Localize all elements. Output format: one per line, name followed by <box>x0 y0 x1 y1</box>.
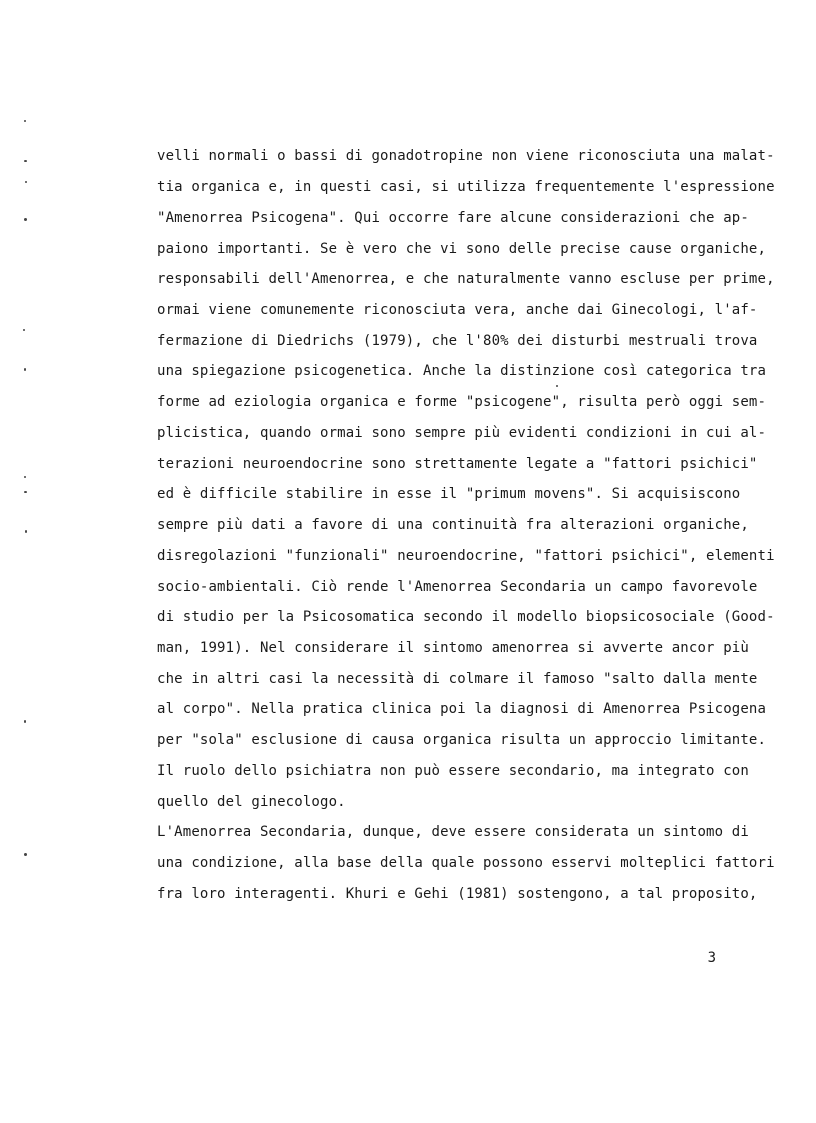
scan-speck <box>24 720 26 723</box>
body-text-line: plicistica, quando ormai sono sempre più evidenti condizioni in cui al- <box>157 425 767 441</box>
body-text-line: forme ad eziologia organica e forme "psicogene", risulta però oggi sem- <box>157 394 767 410</box>
body-text-line: tia organica e, in questi casi, si utilizza frequentemente l'espressione <box>157 179 775 195</box>
body-text-line: che in altri casi la necessità di colmare il famoso "salto dalla mente <box>157 671 758 687</box>
body-text-line: una spiegazione psicogenetica. Anche la distinzione così categorica tra <box>157 363 767 379</box>
body-text-line: L'Amenorrea Secondaria, dunque, deve essere considerata un sintomo di <box>157 824 749 840</box>
scan-speck <box>24 476 26 478</box>
body-text-line: di studio per la Psicosomatica secondo il modello biopsicosociale (Good- <box>157 609 775 625</box>
page-number: 3 <box>707 950 716 966</box>
scan-speck <box>24 368 26 371</box>
body-text-line: ormai viene comunemente riconosciuta vera, anche dai Ginecologi, l'af- <box>157 302 758 318</box>
body-text-line: paiono importanti. Se è vero che vi sono delle precise cause organiche, <box>157 241 767 257</box>
body-text-line: socio-ambientali. Ciò rende l'Amenorrea Secondaria un campo favorevole <box>157 579 758 595</box>
scan-speck <box>24 120 26 122</box>
scan-speck <box>24 491 27 493</box>
body-text-line: man, 1991). Nel considerare il sintomo amenorrea si avverte ancor più <box>157 640 749 656</box>
body-text-line: una condizione, alla base della quale possono esservi molteplici fattori <box>157 855 775 871</box>
body-text-line: ed è difficile stabilire in esse il "primum movens". Si acquisiscono <box>157 486 741 502</box>
scan-speck <box>25 530 27 533</box>
body-text-line: responsabili dell'Amenorrea, e che naturalmente vanno escluse per prime, <box>157 271 775 287</box>
body-text-line: velli normali o bassi di gonadotropine non viene riconosciuta una malat- <box>157 148 775 164</box>
body-text-line: disregolazioni "funzionali" neuroendocrine, "fattori psichici", elementi <box>157 548 775 564</box>
body-text-line: al corpo". Nella pratica clinica poi la diagnosi di Amenorrea Psicogena <box>157 701 767 717</box>
scan-speck <box>24 853 27 856</box>
scan-speck <box>24 218 27 221</box>
scan-speck <box>24 160 27 162</box>
body-text-line: "Amenorrea Psicogena". Qui occorre fare alcune considerazioni che ap- <box>157 210 749 226</box>
body-text-line: terazioni neuroendocrine sono strettamente legate a "fattori psichici" <box>157 456 758 472</box>
body-text-line: quello del ginecologo. <box>157 794 346 810</box>
body-text-line: fra loro interagenti. Khuri e Gehi (1981) sostengono, a tal proposito, <box>157 886 758 902</box>
body-text-line: fermazione di Diedrichs (1979), che l'80% dei disturbi mestruali trova <box>157 333 758 349</box>
body-text-line: sempre più dati a favore di una continuità fra alterazioni organiche, <box>157 517 749 533</box>
scan-speck <box>23 329 25 331</box>
body-text-line: Il ruolo dello psichiatra non può essere secondario, ma integrato con <box>157 763 749 779</box>
scan-speck <box>25 181 27 183</box>
body-text-line: per "sola" esclusione di causa organica risulta un approccio limitante. <box>157 732 767 748</box>
scan-speck <box>556 385 558 387</box>
